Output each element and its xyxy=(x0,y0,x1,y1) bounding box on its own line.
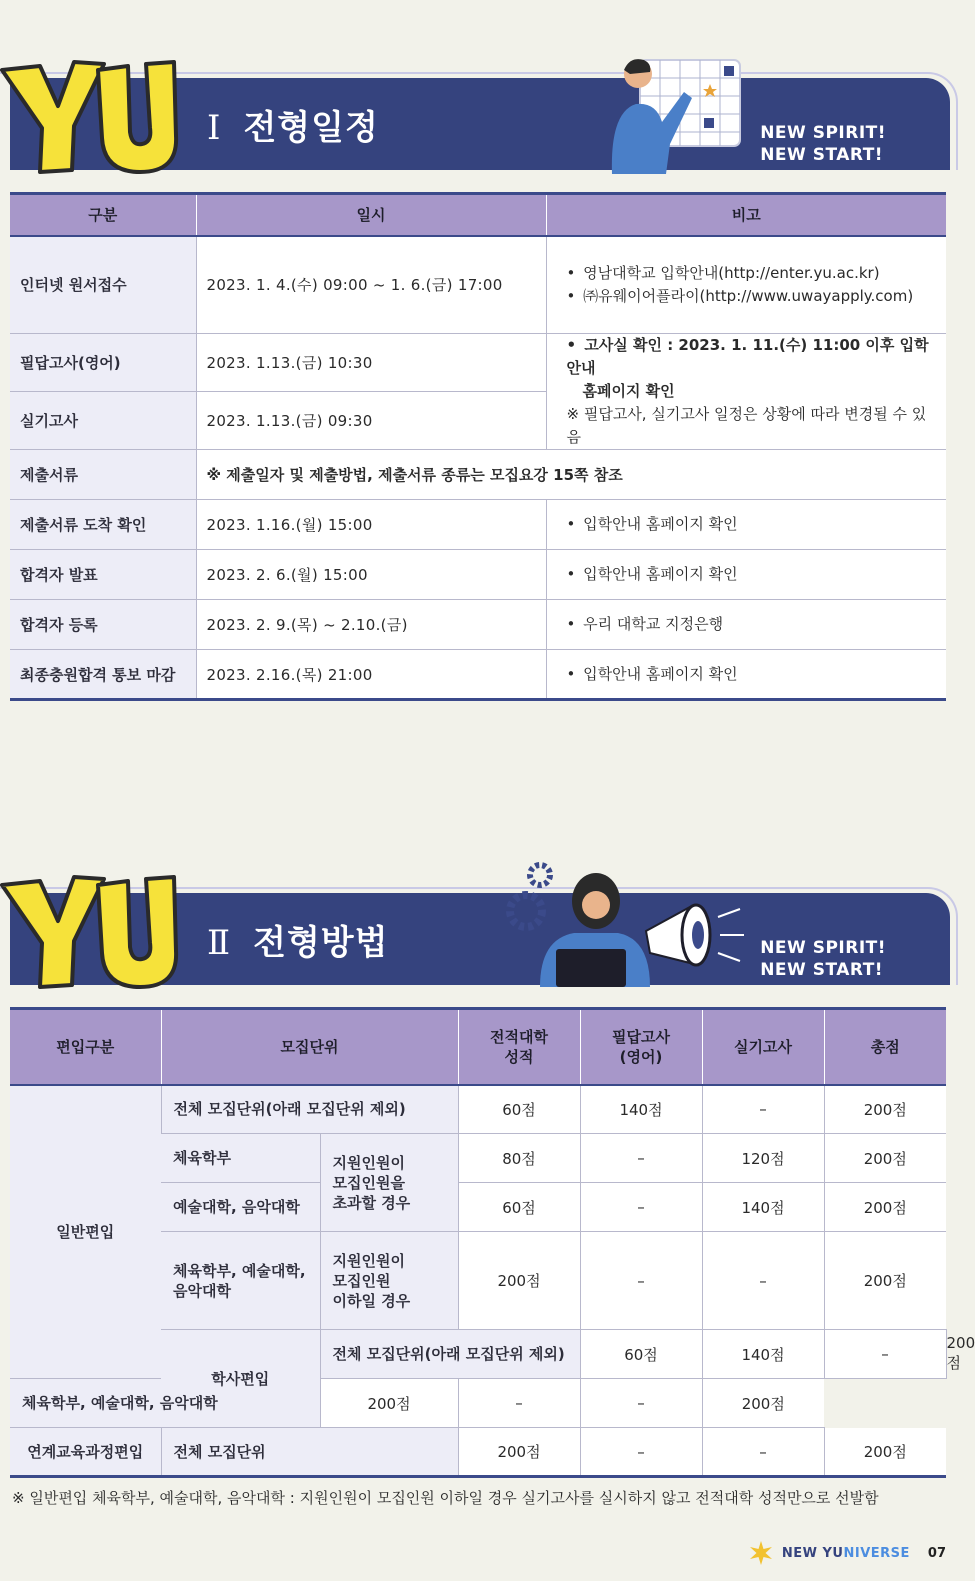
column-header: 비고 xyxy=(546,194,946,236)
page-title xyxy=(207,100,379,149)
score-cell: 200점 xyxy=(458,1428,580,1477)
section-title: 전형일정 xyxy=(243,108,379,148)
row-date: 2023. 2.16.(목) 21:00 xyxy=(196,650,546,700)
score-cell: – xyxy=(702,1428,824,1477)
score-cell: 200점 xyxy=(702,1379,824,1428)
unit-cell: 예술대학, 음악대학 xyxy=(161,1183,320,1232)
score-cell: – xyxy=(580,1379,702,1428)
score-cell: 200점 xyxy=(824,1428,946,1477)
megaphone-person-illustration-icon xyxy=(500,857,750,987)
column-header: 편입구분 xyxy=(10,1009,161,1085)
schedule-table xyxy=(10,192,946,701)
table-row xyxy=(10,334,946,392)
score-cell: 120점 xyxy=(702,1134,824,1183)
score-cell: 80점 xyxy=(458,1134,580,1183)
table-row xyxy=(10,1085,946,1134)
yu-logo-icon xyxy=(0,863,180,993)
score-cell: 140점 xyxy=(702,1183,824,1232)
row-date: 2023. 1. 4.(수) 09:00 ~ 1. 6.(금) 17:00 xyxy=(196,236,546,334)
score-cell: – xyxy=(824,1330,946,1379)
table-row xyxy=(10,1428,946,1477)
score-cell: 200점 xyxy=(824,1183,946,1232)
table-header-row xyxy=(10,1009,946,1085)
row-date: 2023. 1.16.(월) 15:00 xyxy=(196,500,546,550)
table-row xyxy=(10,550,946,600)
section1-banner xyxy=(0,48,966,178)
unit-cell: 전체 모집단위(아래 모집단위 제외) xyxy=(161,1085,458,1134)
row-label: 인터넷 원서접수 xyxy=(10,236,196,334)
row-label: 실기고사 xyxy=(10,392,196,450)
score-cell: – xyxy=(580,1232,702,1330)
row-note: • 입학안내 홈페이지 확인 xyxy=(546,650,946,700)
column-header: 총점 xyxy=(824,1009,946,1085)
column-header: 필답고사 (영어) xyxy=(580,1009,702,1085)
condition-cell: 지원인원이 모집인원 이하일 경우 xyxy=(320,1232,458,1330)
score-cell: 200점 xyxy=(320,1379,458,1428)
section-number: Ⅱ xyxy=(207,923,232,963)
section-title: 전형방법 xyxy=(253,923,389,963)
documents-note: ※ 제출일자 및 제출방법, 제출서류 종류는 모집요강 15쪽 참조 xyxy=(196,450,946,500)
exam-room-note: • 고사실 확인 : 2023. 1. 11.(수) 11:00 이후 입학안내 홈페이지 확인 ※ 필답고사, 실기고사 일정은 상황에 따라 변경될 수 있음 xyxy=(546,334,946,450)
score-cell: 60점 xyxy=(580,1330,702,1379)
row-date: 2023. 2. 6.(월) 15:00 xyxy=(196,550,546,600)
column-header: 일시 xyxy=(196,194,546,236)
row-date: 2023. 2. 9.(목) ~ 2.10.(금) xyxy=(196,600,546,650)
score-cell: 60점 xyxy=(458,1085,580,1134)
row-note: • 영남대학교 입학안내(http://enter.yu.ac.kr) • ㈜유웨이어플라이(http://www.uwayapply.com) xyxy=(546,236,946,334)
row-label: 최종충원합격 통보 마감 xyxy=(10,650,196,700)
table-row: 학사편입 전체 모집단위(아래 모집단위 제외) 60점 140점 – 200점 xyxy=(10,1330,946,1379)
section-number: Ⅰ xyxy=(207,108,222,148)
score-cell: 200점 xyxy=(824,1232,946,1330)
column-header: 구분 xyxy=(10,194,196,236)
score-cell: 140점 xyxy=(702,1330,824,1379)
score-cell: – xyxy=(580,1134,702,1183)
table-row xyxy=(10,500,946,550)
yu-logo-icon xyxy=(0,48,180,178)
score-cell: – xyxy=(702,1232,824,1330)
slogan: NEW SPIRIT! NEW START! xyxy=(760,123,886,165)
row-label: 제출서류 xyxy=(10,450,196,500)
row-label: 합격자 발표 xyxy=(10,550,196,600)
score-cell: 140점 xyxy=(580,1085,702,1134)
column-header: 모집단위 xyxy=(161,1009,458,1085)
column-header: 전적대학 성적 xyxy=(458,1009,580,1085)
unit-cell: 전체 모집단위(아래 모집단위 제외) xyxy=(320,1330,580,1379)
selection-method-table xyxy=(10,1007,975,1478)
score-cell: 60점 xyxy=(458,1183,580,1232)
category-general: 일반편입 xyxy=(10,1085,161,1379)
score-cell: – xyxy=(580,1183,702,1232)
table-header-row xyxy=(10,194,946,236)
schedule-person-illustration-icon xyxy=(600,52,750,174)
score-cell: – xyxy=(580,1428,702,1477)
star-burst-icon xyxy=(748,1540,774,1566)
page-number: 07 xyxy=(927,1545,946,1561)
row-date: 2023. 1.13.(금) 10:30 xyxy=(196,334,546,392)
row-note: • 입학안내 홈페이지 확인 xyxy=(546,500,946,550)
row-label: 합격자 등록 xyxy=(10,600,196,650)
row-label: 필답고사(영어) xyxy=(10,334,196,392)
slogan: NEW SPIRIT! NEW START! xyxy=(760,938,886,980)
score-cell: – xyxy=(702,1085,824,1134)
score-cell: 200점 xyxy=(824,1134,946,1183)
row-note: • 입학안내 홈페이지 확인 xyxy=(546,550,946,600)
page-footer xyxy=(748,1540,946,1566)
table-row xyxy=(10,1379,946,1428)
table-row xyxy=(10,600,946,650)
score-cell: 200점 xyxy=(458,1232,580,1330)
row-date: 2023. 1.13.(금) 09:30 xyxy=(196,392,546,450)
unit-cell: 전체 모집단위 xyxy=(161,1428,458,1477)
row-note: • 우리 대학교 지정은행 xyxy=(546,600,946,650)
brand-name: NEW YUNIVERSE xyxy=(781,1545,910,1561)
unit-cell: 체육학부, 예술대학, 음악대학 xyxy=(10,1379,320,1428)
page-title xyxy=(207,915,389,964)
table-row xyxy=(10,236,946,334)
table-row xyxy=(10,450,946,500)
unit-cell: 체육학부, 예술대학, 음악대학 xyxy=(161,1232,320,1330)
row-label: 제출서류 도착 확인 xyxy=(10,500,196,550)
column-header: 실기고사 xyxy=(702,1009,824,1085)
category-linked: 연계교육과정편입 xyxy=(10,1428,161,1477)
category-bachelor: 학사편입 xyxy=(161,1330,320,1428)
score-cell: – xyxy=(458,1379,580,1428)
table-row xyxy=(10,650,946,700)
score-cell: 200점 xyxy=(824,1085,946,1134)
condition-cell: 지원인원이 모집인원을 초과할 경우 xyxy=(320,1134,458,1232)
unit-cell: 체육학부 xyxy=(161,1134,320,1183)
section2-banner xyxy=(0,863,966,993)
table-footnote: ※ 일반편입 체육학부, 예술대학, 음악대학 : 지원인원이 모집인원 이하일 경우 실기고사를 실시하지 않고 전적대학 성적만으로 선발함 xyxy=(12,1489,879,1507)
